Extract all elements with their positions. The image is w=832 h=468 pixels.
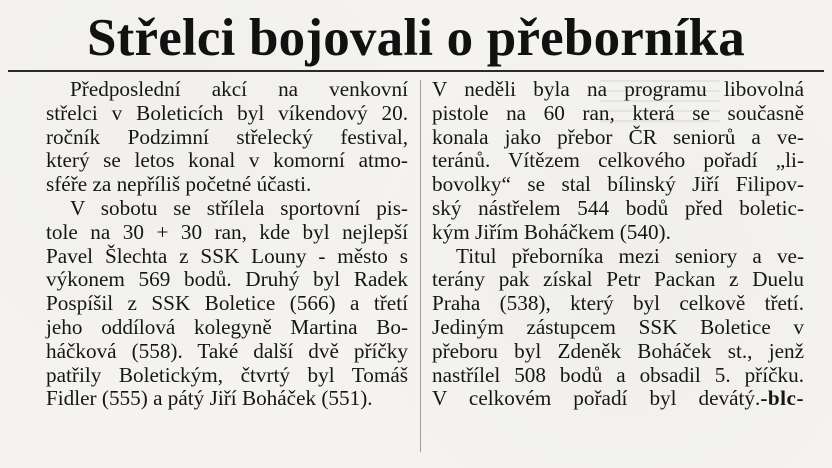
text-line: konala jako přebor ČR seniorů a ve-: [432, 124, 804, 149]
article-headline: Střelci bojovali o přeborníka: [87, 9, 745, 67]
text-line: teránů. Vítězem celkového pořadí „li-: [432, 148, 804, 173]
text-line: V sobotu se střílela sportovní pis-: [70, 195, 408, 220]
text-line: sféře za nepříliš početné účasti.: [46, 172, 312, 197]
text-line: přeboru byl Zdeněk Boháček st., jenž: [432, 338, 804, 363]
closing-line: [432, 387, 804, 411]
text-line: ročník Podzimní střelecký festival,: [46, 124, 408, 149]
paragraph-sunday: [432, 78, 804, 245]
text-line: Pospíšil z SSK Boletice (566) a třetí: [46, 291, 408, 316]
paragraph-intro: [46, 78, 408, 197]
paragraph-saturday: [46, 197, 408, 411]
closing-text: V celkovém pořadí byl devátý.: [432, 386, 761, 411]
text-line: pistole na 60 ran, která se současně: [432, 100, 804, 125]
text-line: bovolky“ se stal bílinský Jiří Filipov-: [432, 172, 804, 197]
text-line: tole na 30 + 30 ran, kde byl nejlepší: [46, 219, 408, 244]
text-line: Předposlední akcí na venkovní: [70, 77, 408, 101]
text-line: Titul přeborníka mezi seniory a ve-: [456, 243, 804, 268]
headline-rule: [8, 70, 824, 72]
text-line: háčková (558). Také další dvě příčky: [46, 338, 408, 363]
text-line: Pavel Šlechta z SSK Louny - město s: [46, 243, 408, 268]
text-line: výkonem 569 bodů. Druhý byl Radek: [46, 267, 408, 292]
article-column-left: [46, 78, 408, 411]
text-line: kým Jiřím Boháčkem (540).: [432, 219, 671, 244]
text-line: ský nástřelem 544 bodů před boletic-: [432, 195, 804, 220]
text-line: Fidler (555) a pátý Jiří Boháček (551).: [46, 386, 373, 411]
article-column-right: [432, 78, 804, 411]
text-line: patřily Boletickým, čtvrtý byl Tomáš: [46, 362, 408, 387]
text-line: jeho oddílová kolegyně Martina Bo-: [46, 314, 408, 339]
text-line: nastřílel 508 bodů a obsadil 5. příčku.: [432, 362, 804, 387]
author-signature: -blc-: [760, 386, 804, 411]
paragraph-champion: [432, 245, 804, 412]
text-line: terány pak získal Petr Packan z Duelu: [432, 267, 804, 292]
text-line: Jediným zástupcem SSK Boletice v: [432, 314, 804, 339]
column-divider: [420, 80, 421, 452]
text-line: střelci v Boleticích byl víkendový 20.: [46, 100, 408, 125]
text-line: Praha (538), který byl celkově třetí.: [432, 291, 804, 316]
text-line: V neděli byla na programu libovolná: [432, 77, 804, 101]
text-line: který se letos konal v komorní atmo-: [46, 148, 408, 173]
